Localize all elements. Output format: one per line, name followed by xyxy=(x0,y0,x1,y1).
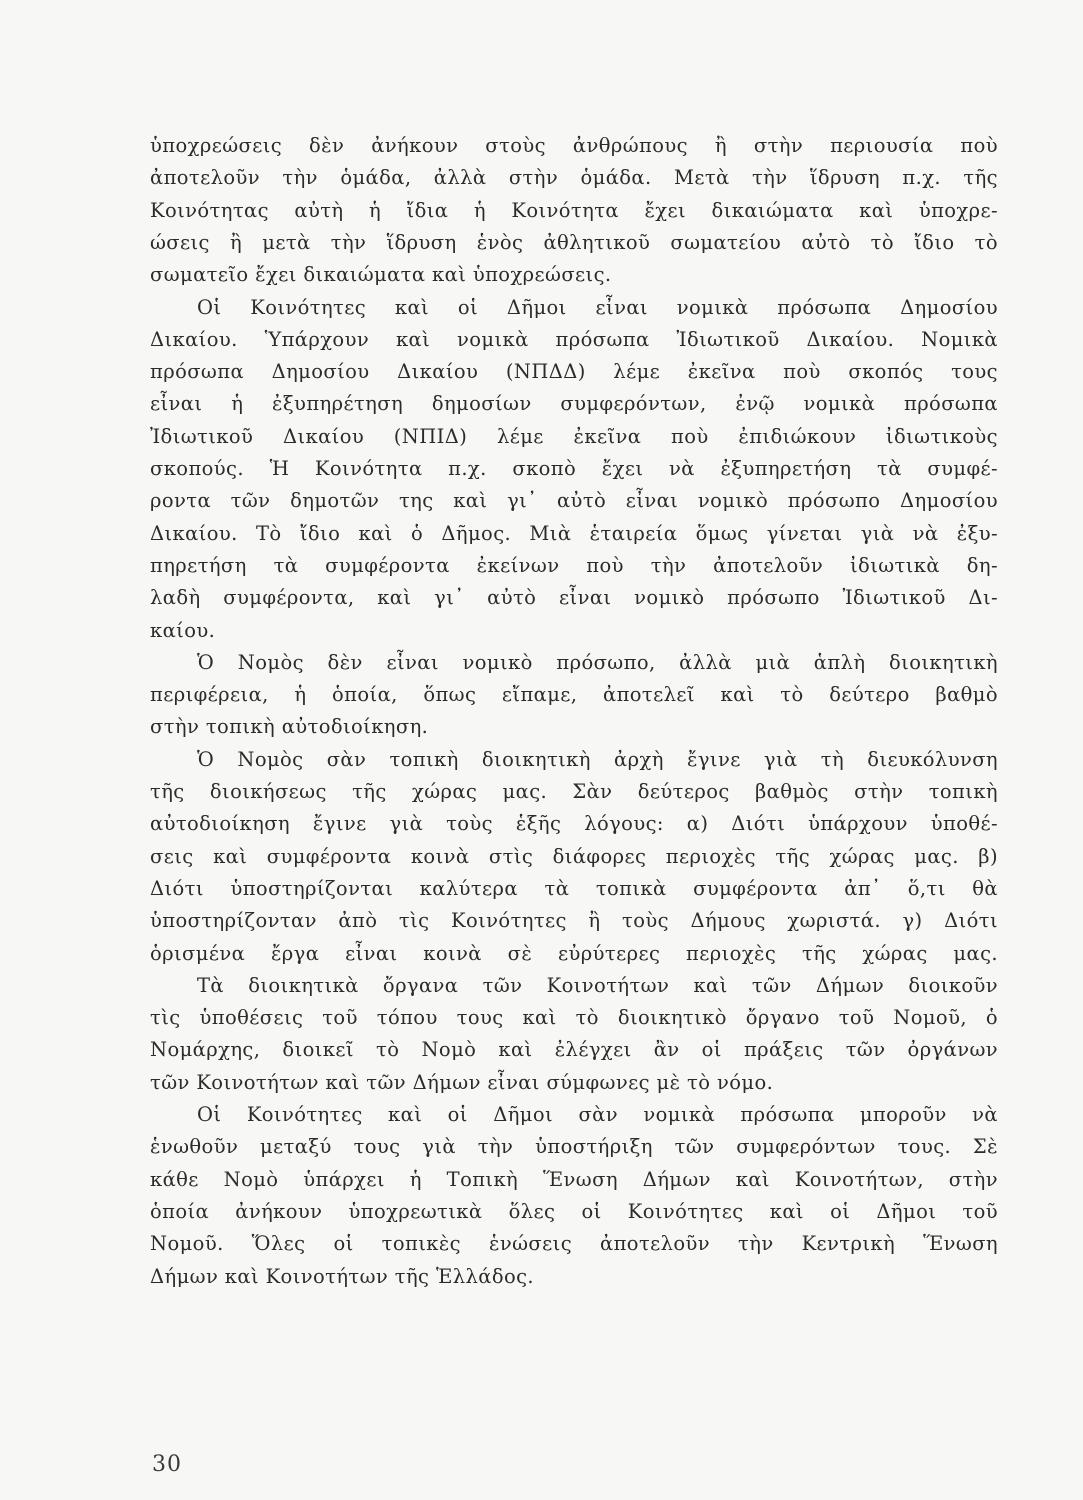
text-line: κάθε Νομὸ ὑπάρχει ἡ Τοπικὴ Ἕνωση Δήμων καὶ Κοινοτήτων, στὴν xyxy=(150,1167,998,1191)
text-line: Τὰ διοικητικὰ ὄργανα τῶν Κοινοτήτων καὶ τῶν Δήμων διοικοῦν xyxy=(197,973,998,997)
text-line: στὴν τοπικὴ αὐτοδιοίκηση. xyxy=(150,715,429,739)
text-line: τῶν Κοινοτήτων καὶ τῶν Δήμων εἶναι σύμφωνες μὲ τὸ νόμο. xyxy=(150,1070,774,1094)
text-line: Ὁ Νομὸς σὰν τοπικὴ διοικητικὴ ἀρχὴ ἔγινε γιὰ τὴ διευκόλυνση xyxy=(197,747,998,771)
text-line: Νομοῦ. Ὅλες οἱ τοπικὲς ἑνώσεις ἀποτελοῦν τὴν Κεντρικὴ Ἕνωση xyxy=(150,1232,998,1256)
text-line: εἶναι ἡ ἐξυπηρέτηση δημοσίων συμφερόντων, ἐνῷ νομικὰ πρόσωπα xyxy=(150,392,998,416)
text-line: Κοινότητας αὐτὴ ἡ ἴδια ἡ Κοινότητα ἔχει δικαιώματα καὶ ὑποχρε- xyxy=(150,198,998,222)
text-line: Ὁ Νομὸς δὲν εἶναι νομικὸ πρόσωπο, ἀλλὰ μιὰ ἁπλὴ διοικητικὴ xyxy=(197,650,998,674)
text-line: ὑποχρεώσεις δὲν ἀνήκουν στοὺς ἀνθρώπους ἢ στὴν περιουσία ποὺ xyxy=(150,134,998,157)
text-line: Οἱ Κοινότητες καὶ οἱ Δῆμοι εἶναι νομικὰ πρόσωπα Δημοσίου xyxy=(197,295,998,319)
text-line: ώσεις ἢ μετὰ τὴν ἵδρυση ἑνὸς ἀθλητικοῦ σωματείου αὐτὸ τὸ ἴδιο τὸ xyxy=(150,230,998,254)
text-line: πηρετήση τὰ συμφέροντα ἐκείνων ποὺ τὴν ἀποτελοῦν ἰδιωτικὰ δη- xyxy=(150,553,998,577)
text-line: ὁποία ἀνήκουν ὑποχρεωτικὰ ὅλες οἱ Κοινότητες καὶ οἱ Δῆμοι τοῦ xyxy=(150,1199,998,1223)
text-line: σωματεῖο ἔχει δικαιώματα καὶ ὑποχρεώσεις. xyxy=(150,263,612,287)
text-line: σκοπούς. Ἡ Κοινότητα π.χ. σκοπὸ ἔχει νὰ ἐξυπηρετήση τὰ συμφέ- xyxy=(150,457,998,480)
text-line: Διότι ὑποστηρίζονται καλύτερα τὰ τοπικὰ συμφέροντα ἀπ᾽ ὅ,τι θὰ xyxy=(150,876,998,900)
text-line: Δήμων καὶ Κοινοτήτων τῆς Ἑλλάδος. xyxy=(150,1264,535,1288)
text-line: ἑνωθοῦν μεταξύ τους γιὰ τὴν ὑποστήριξη τῶν συμφερόντων τους. Σὲ xyxy=(150,1135,998,1159)
text-line: ὑποστηρίζονταν ἀπὸ τὶς Κοινότητες ἢ τοὺς Δήμους χωριστά. γ) Διότι xyxy=(150,909,998,933)
text-line: ἀποτελοῦν τὴν ὁμάδα, ἀλλὰ στὴν ὁμάδα. Μετὰ τὴν ἵδρυση π.χ. τῆς xyxy=(150,166,998,190)
text-line: Οἱ Κοινότητες καὶ οἱ Δῆμοι σὰν νομικὰ πρόσωπα μποροῦν νὰ xyxy=(197,1103,998,1126)
text-line: σεις καὶ συμφέροντα κοινὰ στὶς διάφορες περιοχὲς τῆς χώρας μας. β) xyxy=(150,844,998,868)
text-line: ροντα τῶν δημοτῶν της καὶ γι᾽ αὐτὸ εἶναι νομικὸ πρόσωπο Δημοσίου xyxy=(150,489,998,513)
text-line: πρόσωπα Δημοσίου Δικαίου (ΝΠΔΔ) λέμε ἐκεῖνα ποὺ σκοπός τους xyxy=(150,360,998,384)
text-line: Δικαίου. Τὸ ἴδιο καὶ ὁ Δῆμος. Μιὰ ἑταιρεία ὅμως γίνεται γιὰ νὰ ἐξυ- xyxy=(150,521,998,545)
text-line: Νομάρχης, διοικεῖ τὸ Νομὸ καὶ ἐλέγχει ἂν οἱ πράξεις τῶν ὀργάνων xyxy=(150,1038,998,1062)
text-line: Δικαίου. Ὑπάρχουν καὶ νομικὰ πρόσωπα Ἰδιωτικοῦ Δικαίου. Νομικὰ xyxy=(150,327,998,351)
text-line: καίου. xyxy=(150,618,216,642)
text-line: λαδὴ συμφέροντα, καὶ γι᾽ αὐτὸ εἶναι νομικὸ πρόσωπο Ἰδιωτικοῦ Δι- xyxy=(150,586,998,610)
text-line: ὁρισμένα ἔργα εἶναι κοινὰ σὲ εὐρύτερες περιοχὲς τῆς χώρας μας. xyxy=(150,941,998,965)
text-line: τὶς ὑποθέσεις τοῦ τόπου τους καὶ τὸ διοικητικὸ ὄργανο τοῦ Νομοῦ, ὁ xyxy=(150,1006,998,1030)
page-number: 30 xyxy=(152,1452,182,1477)
text-line: τῆς διοικήσεως τῆς χώρας μας. Σὰν δεύτερος βαθμὸς στὴν τοπικὴ xyxy=(150,780,998,803)
text-line: Ἰδιωτικοῦ Δικαίου (ΝΠΙΔ) λέμε ἐκεῖνα ποὺ ἐπιδιώκουν ἰδιωτικοὺς xyxy=(150,424,998,448)
text-line: περιφέρεια, ἡ ὁποία, ὅπως εἴπαμε, ἀποτελεῖ καὶ τὸ δεύτερο βαθμὸ xyxy=(150,683,998,707)
text-line: αὐτοδιοίκηση ἔγινε γιὰ τοὺς ἑξῆς λόγους: α) Διότι ὑπάρχουν ὑποθέ- xyxy=(150,812,998,836)
